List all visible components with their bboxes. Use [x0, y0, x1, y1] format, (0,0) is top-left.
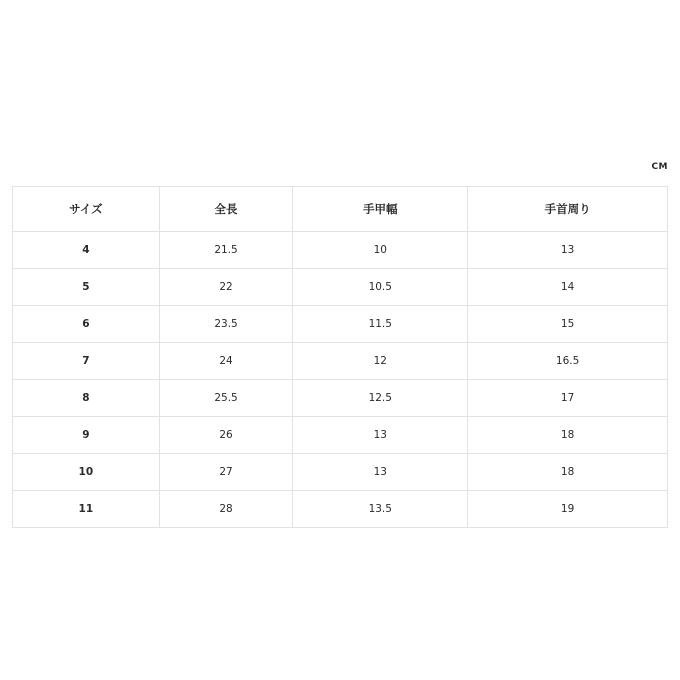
unit-label: CM [651, 162, 668, 172]
cell-size: 5 [13, 269, 160, 306]
cell-hand-width: 13.5 [293, 491, 468, 528]
cell-hand-width: 13 [293, 454, 468, 491]
cell-wrist-circumference: 19 [468, 491, 668, 528]
table-row [13, 306, 668, 343]
size-table-header [13, 187, 668, 232]
cell-total-length: 26 [159, 417, 293, 454]
table-row [13, 417, 668, 454]
cell-wrist-circumference: 18 [468, 417, 668, 454]
cell-total-length: 22 [159, 269, 293, 306]
cell-size: 6 [13, 306, 160, 343]
cell-size: 11 [13, 491, 160, 528]
cell-total-length: 27 [159, 454, 293, 491]
cell-wrist-circumference: 15 [468, 306, 668, 343]
cell-wrist-circumference: 16.5 [468, 343, 668, 380]
table-row [13, 380, 668, 417]
cell-hand-width: 11.5 [293, 306, 468, 343]
table-row [13, 491, 668, 528]
cell-size: 7 [13, 343, 160, 380]
cell-size: 4 [13, 232, 160, 269]
column-header-total-length: 全長 [159, 187, 293, 232]
cell-hand-width: 10 [293, 232, 468, 269]
table-row [13, 232, 668, 269]
cell-size: 8 [13, 380, 160, 417]
cell-total-length: 28 [159, 491, 293, 528]
table-row [13, 343, 668, 380]
table-row [13, 269, 668, 306]
column-header-hand-width: 手甲幅 [293, 187, 468, 232]
cell-total-length: 24 [159, 343, 293, 380]
table-row [13, 454, 668, 491]
cell-hand-width: 12.5 [293, 380, 468, 417]
column-header-size: サイズ [13, 187, 160, 232]
size-table-container [12, 186, 668, 528]
column-header-wrist-circumference: 手首周り [468, 187, 668, 232]
cell-size: 9 [13, 417, 160, 454]
size-table-body [13, 232, 668, 528]
cell-hand-width: 12 [293, 343, 468, 380]
cell-wrist-circumference: 13 [468, 232, 668, 269]
cell-total-length: 23.5 [159, 306, 293, 343]
cell-hand-width: 10.5 [293, 269, 468, 306]
cell-total-length: 21.5 [159, 232, 293, 269]
cell-wrist-circumference: 18 [468, 454, 668, 491]
cell-total-length: 25.5 [159, 380, 293, 417]
cell-hand-width: 13 [293, 417, 468, 454]
cell-size: 10 [13, 454, 160, 491]
cell-wrist-circumference: 17 [468, 380, 668, 417]
table-header-row [13, 187, 668, 232]
size-table [12, 186, 668, 528]
cell-wrist-circumference: 14 [468, 269, 668, 306]
